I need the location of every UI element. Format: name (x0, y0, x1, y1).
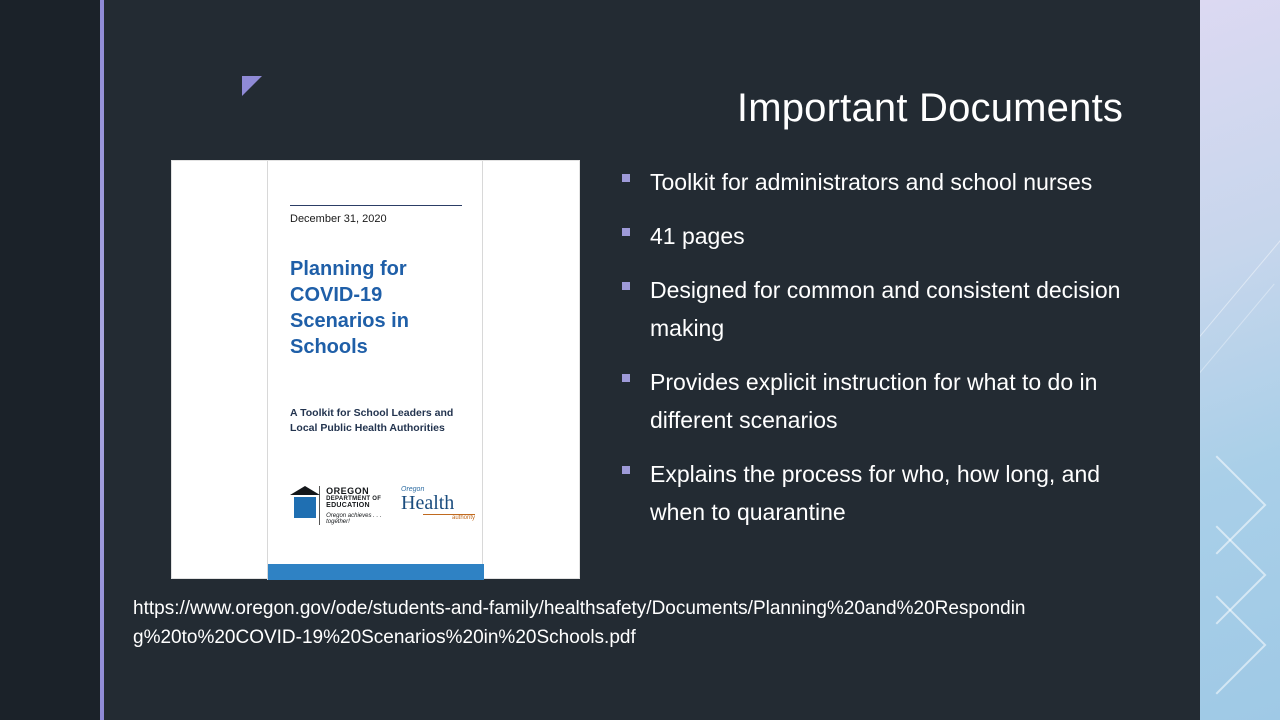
square-bullet-icon (622, 174, 630, 182)
document-cover-page (267, 161, 483, 580)
ode-logo-tagline: Oregon achieves . . . together! (326, 513, 382, 525)
oha-logo-big: Health (401, 492, 455, 514)
decorative-line (1200, 284, 1275, 438)
ode-logo-line2: DEPARTMENT OF (326, 496, 382, 502)
square-bullet-icon (622, 228, 630, 236)
list-item-label: Toolkit for administrators and school nurses (650, 169, 1093, 195)
document-thumbnail (171, 160, 580, 579)
list-item (622, 363, 1142, 439)
document-date: December 31, 2020 (290, 213, 387, 225)
oregon-department-of-education-logo (290, 486, 391, 525)
document-footer-bar (268, 564, 484, 580)
bullet-list (622, 163, 1142, 547)
list-item (622, 271, 1142, 347)
square-bullet-icon (622, 282, 630, 290)
list-item (622, 217, 1142, 255)
left-margin-strip (0, 0, 100, 720)
chevron-icon (1200, 596, 1266, 695)
source-url[interactable]: https://www.oregon.gov/ode/students-and-family/healthsafety/Documents/Planning%20and%20Responding%20to%20COVID-19%20Scenarios%20in%20Schools.pdf (133, 598, 1026, 648)
document-title: Planning for COVID-19 Scenarios in Schools (290, 258, 409, 358)
page-title: Important Documents (736, 86, 1124, 130)
list-item-label: Explains the process for who, how long, and when to quarantine (650, 461, 1101, 525)
decorative-line (1200, 239, 1280, 362)
document-subtitle: A Toolkit for School Leaders and Local Public Health Authorities (290, 407, 454, 434)
oregon-health-authority-logo (401, 486, 475, 521)
graduation-cap-icon (290, 486, 314, 518)
square-bullet-icon (622, 374, 630, 382)
list-item-label: Designed for common and consistent decision making (650, 277, 1121, 341)
left-accent-bar (100, 0, 104, 720)
ode-logo-line1: OREGON (326, 486, 370, 496)
oha-logo-small: Oregon (401, 486, 425, 493)
ode-logo-line3: EDUCATION (326, 502, 370, 509)
list-item-label: Provides explicit instruction for what to do in different scenarios (650, 369, 1098, 433)
oha-logo-authority: authority (451, 515, 475, 521)
triangle-accent-icon (242, 76, 262, 96)
list-item (622, 163, 1142, 201)
list-item (622, 455, 1142, 531)
divider (290, 205, 462, 206)
document-logos (290, 486, 475, 525)
square-bullet-icon (622, 466, 630, 474)
list-item-label: 41 pages (650, 223, 745, 249)
